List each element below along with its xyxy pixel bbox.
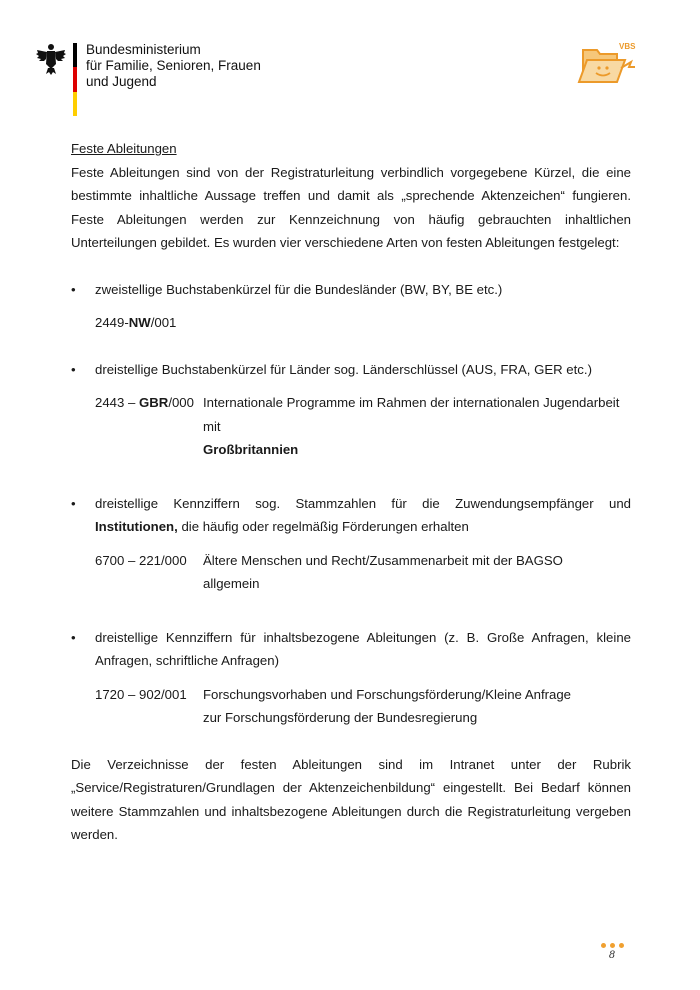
example-code: 6700 – 221/000 <box>95 552 187 568</box>
list-item <box>71 358 631 382</box>
page-footer <box>596 943 628 961</box>
ministry-line-2: für Familie, Senioren, Frauen <box>86 58 261 73</box>
example-description-bold: Großbritannien <box>203 442 299 457</box>
example-description: Internationale Programme im Rahmen der internationalen Jugendarbeit mit <box>203 395 620 434</box>
code-bold: GBR <box>139 395 169 410</box>
example-code: 1720 – 902/001 <box>95 686 187 702</box>
bullet-icon: • <box>71 629 76 645</box>
intro-paragraph: Feste Ableitungen sind von der Registraturleitung verbindlich vorgegebene Kürzel, die eine bestimmte inhaltliche Aussage treffen und damit als „sprechende Aktenzeichen“ fungieren. Feste Ableitungen werden zur Kennzeichnung von häufig gebrauchten inhaltlichen Unterteilungen gebildet. Es wurden vier verschiedene Arten von festen Ableitungen festgelegt: <box>71 164 631 250</box>
bullet-text: dreistellige Kennziffern sog. Stammzahlen für die Zuwendungsempfänger und <box>95 495 631 511</box>
code-suffix: /000 <box>168 395 194 410</box>
example-description: Forschungsvorhaben und Forschungsförderung/Kleine Anfrage zur Forschungsförderung der Bundesregierung <box>203 686 572 725</box>
vbs-logo <box>577 40 639 86</box>
code-prefix: 2449- <box>95 315 129 330</box>
bullet-text-bold: Institutionen, <box>95 519 178 534</box>
code-prefix: 2443 – <box>95 395 139 410</box>
bullet-text-end: die häufig oder regelmäßig Förderungen erhalten <box>181 519 469 534</box>
example-row <box>95 549 631 596</box>
bullet-icon: • <box>71 281 76 297</box>
dots-icon <box>596 943 628 948</box>
code-suffix: /001 <box>150 315 177 330</box>
federal-eagle-icon <box>36 42 66 76</box>
example-row <box>95 683 631 730</box>
example-description: Ältere Menschen und Recht/Zusammenarbeit mit der BAGSO allgemein <box>203 552 563 591</box>
code-bold: NW <box>128 315 151 330</box>
bullet-text: dreistellige Buchstabenkürzel für Länder sog. Länderschlüssel (AUS, FRA, GER etc.) <box>95 361 592 377</box>
example-row <box>95 391 631 462</box>
ministry-line-1: Bundesministerium <box>86 42 201 57</box>
bullet-text: dreistellige Kennziffern für inhaltsbezogene Ableitungen (z. B. Große Anfragen, kleine Anfragen, schriftliche Anfragen) <box>95 629 631 668</box>
ministry-name <box>86 42 261 90</box>
list-item <box>71 278 631 302</box>
flag-stripe <box>73 43 77 116</box>
page-header <box>0 0 700 125</box>
document-body <box>71 137 631 847</box>
page-number: 8 <box>608 950 616 961</box>
list-item <box>71 492 631 539</box>
closing-paragraph: Die Verzeichnisse der festen Ableitungen sind im Intranet unter der Rubrik „Service/Registraturen/Grundlagen der Aktenzeichenbildung“ eingestellt. Bei Bedarf können weitere Stammzahlen und inhaltsbezogene Ableitungen durch die Registraturleitung vergeben werden. <box>71 756 631 842</box>
vbs-logo-text: VBS <box>619 42 636 51</box>
section-heading: Feste Ableitungen <box>71 141 177 156</box>
bullet-text: zweistellige Buchstabenkürzel für die Bundesländer (BW, BY, BE etc.) <box>95 281 503 297</box>
example-code <box>95 311 631 335</box>
bullet-icon: • <box>71 361 76 377</box>
bullet-icon: • <box>71 495 76 511</box>
list-item <box>71 626 631 673</box>
ministry-line-3: und Jugend <box>86 74 157 89</box>
